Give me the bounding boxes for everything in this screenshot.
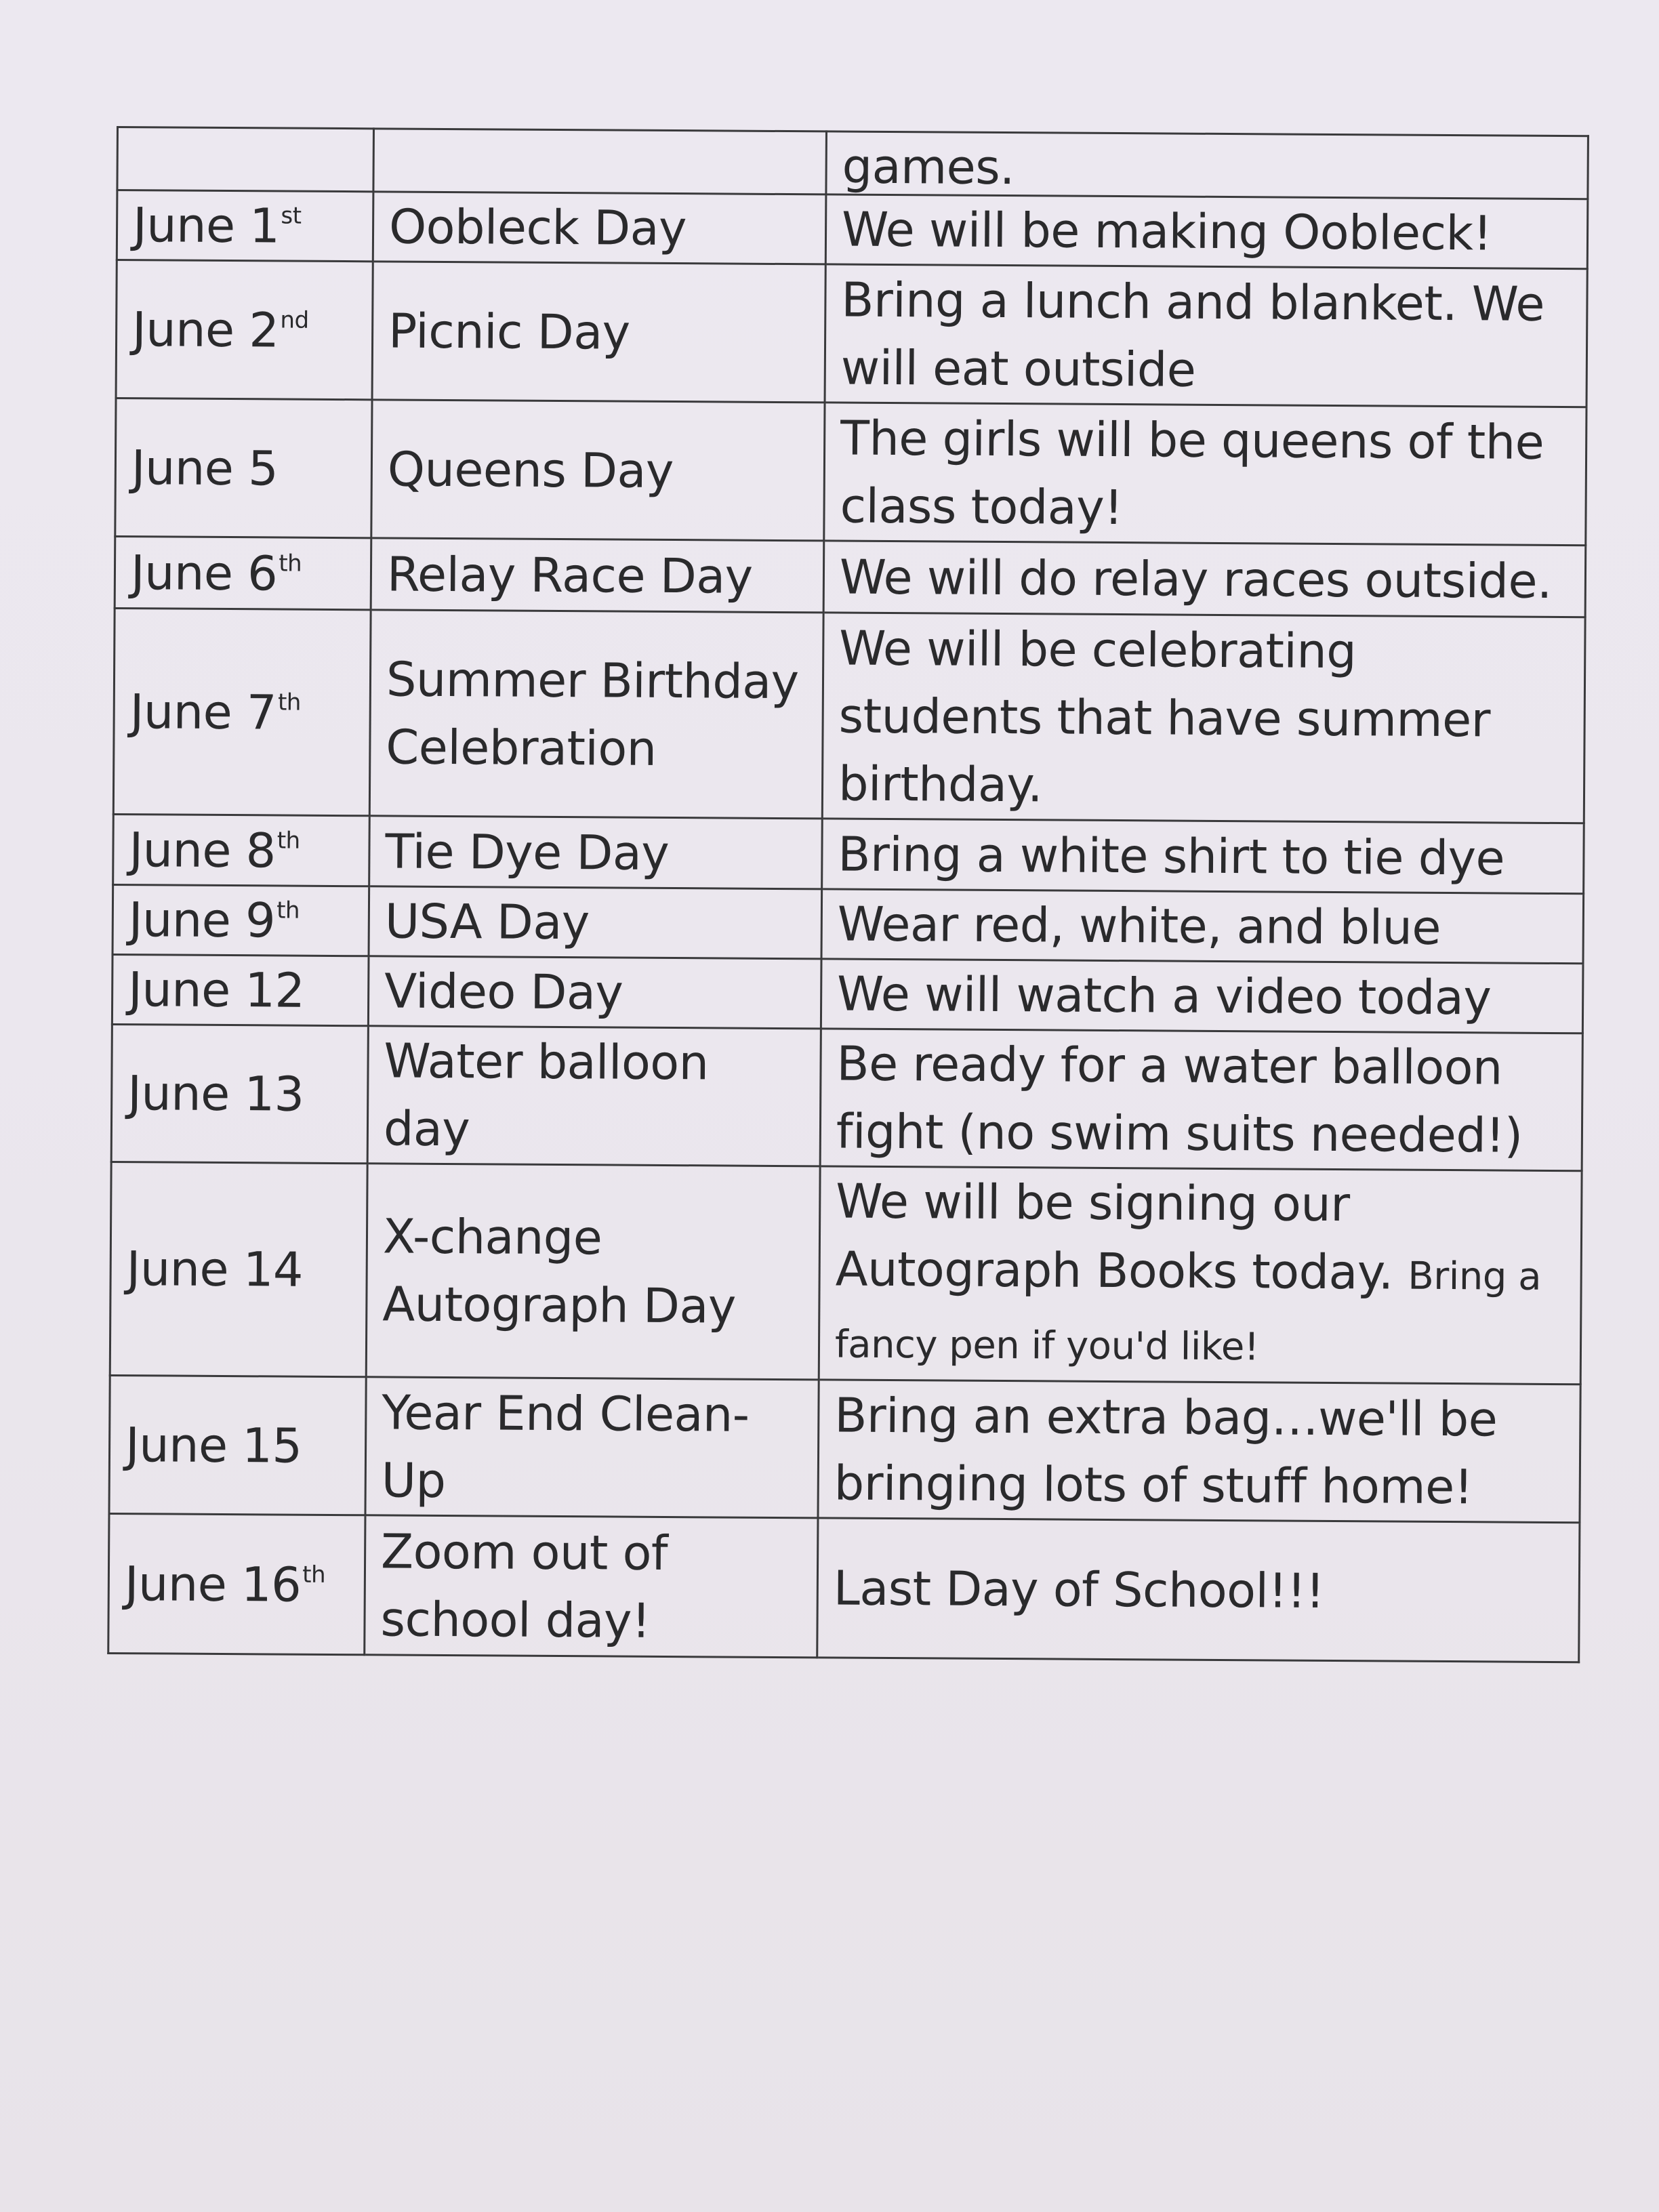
date-text: June 2 bbox=[131, 301, 279, 358]
description-cell bbox=[822, 613, 1585, 823]
table-row bbox=[117, 190, 1588, 269]
date-ordinal: th bbox=[276, 897, 300, 924]
description-text: Bring an extra bag…we'll be bringing lots of stuff home! bbox=[834, 1387, 1498, 1515]
description-text: We will watch a video today bbox=[836, 966, 1492, 1026]
date-cell bbox=[112, 884, 369, 956]
date-ordinal: th bbox=[279, 549, 302, 577]
table-row bbox=[117, 127, 1589, 199]
date-cell bbox=[111, 1024, 368, 1163]
event-text: Queens Day bbox=[387, 441, 674, 499]
event-text: Tie Dye Day bbox=[385, 823, 670, 881]
description-cell bbox=[821, 889, 1584, 964]
event-cell bbox=[372, 262, 825, 403]
table-row bbox=[115, 398, 1586, 546]
date-cell bbox=[110, 1162, 367, 1376]
description-cell bbox=[824, 403, 1586, 546]
description-text: We will be making Oobleck! bbox=[841, 201, 1492, 262]
event-text: Relay Race Day bbox=[386, 546, 753, 605]
description-text: Last Day of School!!! bbox=[833, 1560, 1325, 1619]
event-text: X-change Autograph Day bbox=[382, 1208, 737, 1334]
event-text: Zoom out of school day! bbox=[380, 1523, 668, 1649]
date-cell bbox=[117, 190, 373, 262]
date-text: June 8 bbox=[129, 821, 276, 878]
event-text: Video Day bbox=[384, 963, 623, 1021]
table-row bbox=[110, 1162, 1582, 1384]
date-cell bbox=[117, 127, 374, 192]
event-text: Oobleck Day bbox=[388, 199, 687, 257]
event-cell bbox=[365, 1515, 818, 1658]
date-text: June 5 bbox=[131, 439, 279, 496]
date-ordinal: th bbox=[276, 826, 300, 855]
table-row bbox=[112, 954, 1583, 1033]
description-cell bbox=[820, 1029, 1582, 1171]
event-cell bbox=[366, 1164, 820, 1380]
description-text: We will be signing our Autograph Books today. bbox=[835, 1173, 1393, 1300]
description-text: We will be celebrating students that have summer birthday. bbox=[838, 620, 1491, 813]
event-cell bbox=[373, 129, 827, 194]
date-text: June 9 bbox=[128, 892, 276, 949]
description-cell bbox=[825, 194, 1588, 269]
description-cell bbox=[822, 819, 1584, 894]
event-text: Water balloon day bbox=[383, 1033, 709, 1158]
date-text: June 12 bbox=[127, 962, 305, 1019]
date-cell bbox=[109, 1375, 366, 1515]
table-row bbox=[108, 1513, 1580, 1662]
event-cell bbox=[369, 886, 822, 959]
description-cell bbox=[823, 541, 1586, 617]
date-text: June 1 bbox=[132, 197, 280, 254]
date-cell bbox=[116, 260, 373, 400]
event-cell bbox=[368, 956, 821, 1029]
event-cell bbox=[369, 816, 823, 889]
event-cell bbox=[369, 610, 823, 819]
description-text: Bring a white shirt to tie dye bbox=[838, 826, 1505, 886]
date-text: June 13 bbox=[127, 1065, 304, 1122]
description-cell bbox=[825, 264, 1587, 407]
table-row bbox=[116, 260, 1587, 407]
date-cell bbox=[113, 608, 371, 815]
table-row bbox=[113, 608, 1585, 823]
event-text: USA Day bbox=[384, 893, 590, 951]
description-cell bbox=[817, 1518, 1580, 1662]
description-cell bbox=[826, 131, 1589, 199]
event-text: Summer Birthday Celebration bbox=[386, 651, 799, 777]
event-text: Year End Clean-Up bbox=[381, 1384, 750, 1509]
event-cell bbox=[371, 400, 825, 541]
table-row bbox=[113, 814, 1584, 893]
table-row bbox=[115, 536, 1586, 617]
date-cell bbox=[113, 814, 370, 886]
description-text: Bring a lunch and blanket. We will eat outside bbox=[840, 272, 1545, 398]
description-cell bbox=[821, 959, 1583, 1033]
description-text: Be ready for a water balloon fight (no swim suits needed!) bbox=[836, 1036, 1523, 1164]
event-cell bbox=[373, 192, 826, 264]
description-text: games. bbox=[842, 138, 1015, 196]
schedule-table bbox=[107, 126, 1589, 1663]
date-cell bbox=[112, 954, 369, 1025]
date-cell bbox=[108, 1513, 365, 1654]
event-cell bbox=[365, 1377, 819, 1518]
table-row bbox=[109, 1375, 1580, 1522]
date-ordinal: th bbox=[277, 688, 302, 716]
description-text: We will do relay races outside. bbox=[839, 549, 1553, 609]
description-cell bbox=[818, 1380, 1580, 1523]
description-cell bbox=[819, 1166, 1582, 1385]
event-text: Picnic Day bbox=[388, 302, 630, 361]
date-text: June 16 bbox=[124, 1555, 302, 1613]
date-cell bbox=[115, 398, 372, 538]
description-text: Wear red, white, and blue bbox=[837, 896, 1441, 956]
date-ordinal: th bbox=[302, 1561, 326, 1589]
event-cell bbox=[367, 1026, 821, 1166]
description-text: The girls will be queens of the class today! bbox=[840, 410, 1544, 535]
date-text: June 15 bbox=[125, 1416, 302, 1474]
description-small-text: Bring a fancy pen if you'd like! bbox=[834, 1254, 1542, 1370]
date-ordinal: st bbox=[281, 202, 302, 230]
table-row bbox=[112, 884, 1584, 963]
date-text: June 14 bbox=[126, 1241, 304, 1298]
event-cell bbox=[371, 538, 824, 613]
date-text: June 7 bbox=[129, 683, 277, 740]
date-cell bbox=[115, 536, 371, 609]
table-row bbox=[111, 1024, 1582, 1170]
date-ordinal: nd bbox=[280, 306, 309, 334]
date-text: June 6 bbox=[130, 544, 278, 601]
